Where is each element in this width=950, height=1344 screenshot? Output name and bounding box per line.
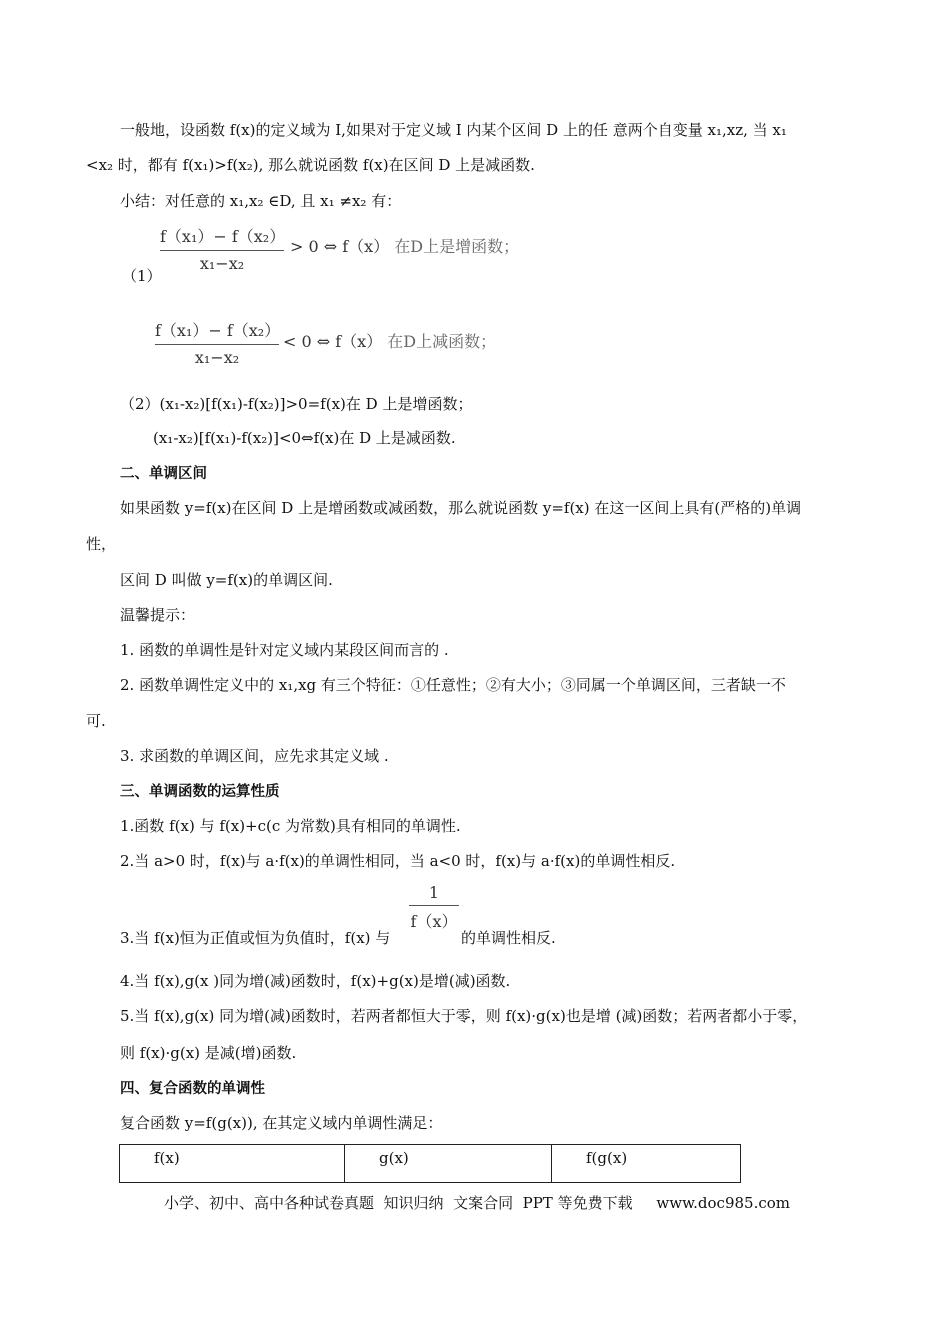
composite-intro: 复合函数 y=f(g(x)), 在其定义域内单调性满足： — [120, 1114, 443, 1132]
formula-2-conclusion: 在D上减函数； — [387, 332, 497, 351]
definition-line-1: 一般地，设函数 f(x)的定义域为 I,如果对于定义域 I 内某个区间 D 上的任 意两个自变量 x₁,xz, 当 x₁ — [120, 121, 787, 139]
summary-line: 小结：对任意的 x₁,x₂ ∈D, 且 x₁ ≠x₂ 有： — [120, 192, 402, 210]
property-3-after: 的单调性相反. — [461, 929, 556, 947]
formula-2-relation — [283, 329, 496, 352]
property-4: 4.当 f(x),g(x )同为增(减)函数时，f(x)+g(x)是增(减)函数. — [120, 972, 511, 990]
property-5-line-1: 5.当 f(x),g(x) 同为增(减)函数时，若两者都恒大于零，则 f(x)·g(x)也是增 (减)函数；若两者都小于零， — [120, 1007, 808, 1025]
table-header-cell: g(x) — [345, 1145, 552, 1183]
item-2-line-2: (x₁-x₂)[f(x₁)-f(x₂)]<0⇔f(x)在 D 上是减函数. — [153, 429, 456, 447]
formula-1-relation — [290, 234, 519, 257]
reciprocal-numerator: 1 — [428, 883, 440, 902]
formula-2-numerator: f（x₁）− f（x₂） — [155, 321, 281, 340]
formula-1-relation-text: > 0 ⇔ f（x） — [290, 237, 390, 256]
tip-2-line-1: 2. 函数单调性定义中的 x₁,xg 有三个特征：①任意性；②有大小；③同属一个单调区间，三者缺一不 — [120, 676, 786, 694]
composite-table — [119, 1144, 741, 1183]
property-3-before: 3.当 f(x)恒为正值或恒为负值时，f(x) 与 — [120, 929, 391, 947]
property-5-line-2: 则 f(x)·g(x) 是减(增)函数. — [120, 1044, 297, 1062]
formula-2-relation-text: < 0 ⇔ f（x） — [283, 332, 383, 351]
heading-composite-function: 四、复合函数的单调性 — [120, 1081, 265, 1097]
formula-1-fraction — [160, 224, 284, 273]
reciprocal-denominator: f（x） — [410, 912, 458, 931]
interval-line-2: 性， — [86, 535, 117, 553]
definition-line-2: <x₂ 时，都有 f(x₁)>f(x₂), 那么就说函数 f(x)在区间 D 上是减函数. — [86, 156, 535, 174]
fraction-bar — [409, 905, 459, 906]
tip-3: 3. 求函数的单调区间，应先求其定义域 . — [120, 747, 389, 765]
formula-2-fraction — [155, 318, 279, 367]
formula-1-numerator: f（x₁）− f（x₂） — [160, 227, 286, 246]
table-header-cell: f(x) — [120, 1145, 345, 1183]
page-footer: 小学、初中、高中各种试卷真题 知识归纳 文案合同 PPT 等免费下载 www.doc985.com — [164, 1194, 791, 1212]
fraction-bar — [160, 250, 284, 251]
fraction-bar — [155, 344, 279, 345]
tip-2-line-2: 可. — [86, 712, 106, 730]
tip-1: 1. 函数的单调性是针对定义域内某段区间而言的 . — [120, 641, 449, 659]
table-row — [120, 1145, 741, 1183]
reciprocal-fraction — [409, 883, 459, 932]
formula-1-conclusion: 在D上是增函数； — [394, 237, 520, 256]
table-header-cell: f(g(x) — [552, 1145, 741, 1183]
heading-monotonic-interval: 二、单调区间 — [120, 466, 207, 482]
property-1: 1.函数 f(x) 与 f(x)+c(c 为常数)具有相同的单调性. — [120, 817, 461, 835]
formula-2-denominator: x₁−x₂ — [194, 348, 240, 367]
item-2-line-1: （2）(x₁-x₂)[f(x₁)-f(x₂)]>0=f(x)在 D 上是增函数； — [120, 395, 473, 413]
interval-line-3: 区间 D 叫做 y=f(x)的单调区间. — [120, 571, 333, 589]
tip-title: 温馨提示： — [120, 606, 196, 624]
formula-1-denominator: x₁−x₂ — [199, 254, 245, 273]
interval-line-1: 如果函数 y=f(x)在区间 D 上是增函数或减函数，那么就说函数 y=f(x) 在这一区间上具有(严格的)单调 — [120, 499, 802, 517]
property-2: 2.当 a>0 时，f(x)与 a·f(x)的单调性相同，当 a<0 时，f(x)与 a·f(x)的单调性相反. — [120, 852, 676, 870]
heading-operation-properties: 三、单调函数的运算性质 — [120, 784, 280, 800]
item-1-label: （1） — [122, 267, 162, 285]
